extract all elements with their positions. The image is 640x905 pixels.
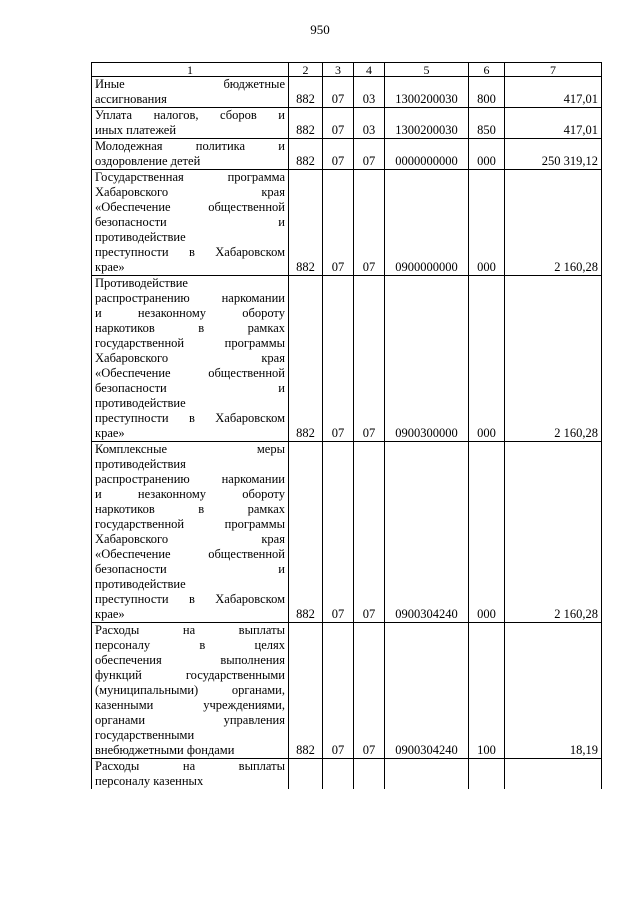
page-number: 950 [310, 22, 330, 37]
amount-cell: 2 160,28 [505, 442, 602, 623]
section-code-cell: 07 [323, 77, 354, 108]
row-name-line: преступности в Хабаровском [95, 592, 285, 606]
expense-type-cell: 000 [469, 276, 505, 442]
target-article-cell: 1300200030 [385, 108, 469, 139]
row-name-line: Хабаровского края [95, 532, 285, 546]
row-name-line: безопасности и [95, 381, 285, 395]
column-header: 2 [289, 63, 323, 77]
row-name-line: казенными учреждениями, [95, 698, 285, 712]
section-code-cell: 07 [323, 623, 354, 759]
target-article-cell: 1300200030 [385, 77, 469, 108]
row-name-line: обеспечения выполнения [95, 653, 285, 667]
section-code-cell: 07 [323, 108, 354, 139]
column-header: 7 [505, 63, 602, 77]
row-name-line: Иные бюджетные [95, 77, 285, 91]
target-article-cell: 0900304240 [385, 623, 469, 759]
row-name-cell [92, 77, 289, 108]
row-name-line: крае» [95, 607, 125, 621]
subsection-code-cell: 07 [354, 139, 385, 170]
row-name-line: «Обеспечение общественной [95, 547, 285, 561]
row-name-line: крае» [95, 260, 125, 274]
section-code-cell: 07 [323, 276, 354, 442]
row-name-line: и незаконному обороту [95, 306, 285, 320]
row-name-line: иных платежей [95, 123, 177, 137]
table-row [92, 170, 602, 276]
row-name-cell [92, 170, 289, 276]
row-name-line: Комплексные меры [95, 442, 285, 456]
row-name-line: Государственная программа [95, 170, 285, 184]
row-name-line: и незаконному обороту [95, 487, 285, 501]
table-row [92, 77, 602, 108]
column-header: 6 [469, 63, 505, 77]
row-name-line: противодействия [95, 457, 186, 471]
row-name-line: «Обеспечение общественной [95, 366, 285, 380]
row-name-cell [92, 442, 289, 623]
ministry-code-cell: 882 [289, 139, 323, 170]
expense-type-cell: 000 [469, 170, 505, 276]
row-name-line: государственной программы [95, 336, 285, 350]
row-name-line: внебюджетными фондами [95, 743, 235, 757]
row-name-line: «Обеспечение общественной [95, 200, 285, 214]
ministry-code-cell: 882 [289, 170, 323, 276]
row-name-line: Уплата налогов, сборов и [95, 108, 285, 122]
row-name-line: оздоровление детей [95, 154, 201, 168]
row-name-cell [92, 139, 289, 170]
target-article-cell: 0900000000 [385, 170, 469, 276]
row-name-line: Расходы на выплаты [95, 623, 285, 637]
section-code-cell [323, 759, 354, 790]
row-name-line: безопасности и [95, 215, 285, 229]
table-row [92, 623, 602, 759]
target-article-cell [385, 759, 469, 790]
amount-cell [505, 759, 602, 790]
ministry-code-cell: 882 [289, 276, 323, 442]
row-name-line: противодействие [95, 577, 186, 591]
budget-table [91, 62, 602, 789]
row-name-cell [92, 759, 289, 790]
row-name-line: Хабаровского края [95, 185, 285, 199]
row-name-line: Молодежная политика и [95, 139, 285, 153]
subsection-code-cell: 07 [354, 276, 385, 442]
section-code-cell: 07 [323, 442, 354, 623]
amount-cell: 18,19 [505, 623, 602, 759]
expense-type-cell: 100 [469, 623, 505, 759]
expense-type-cell: 850 [469, 108, 505, 139]
row-name-cell [92, 108, 289, 139]
row-name-line: крае» [95, 426, 125, 440]
row-name-line: наркотиков в рамках [95, 502, 285, 516]
column-header: 5 [385, 63, 469, 77]
ministry-code-cell [289, 759, 323, 790]
row-name-line: функций государственными [95, 668, 285, 682]
table-row [92, 139, 602, 170]
expense-type-cell: 800 [469, 77, 505, 108]
column-header: 1 [92, 63, 289, 77]
row-name-line: противодействие [95, 230, 186, 244]
row-name-line: Расходы на выплаты [95, 759, 285, 773]
row-name-line: Противодействие [95, 276, 188, 290]
ministry-code-cell: 882 [289, 623, 323, 759]
table-row [92, 276, 602, 442]
amount-cell: 2 160,28 [505, 170, 602, 276]
row-name-line: распространению наркомании [95, 291, 285, 305]
amount-cell: 2 160,28 [505, 276, 602, 442]
row-name-line: преступности в Хабаровском [95, 245, 285, 259]
amount-cell: 417,01 [505, 108, 602, 139]
column-header: 3 [323, 63, 354, 77]
subsection-code-cell [354, 759, 385, 790]
expense-type-cell: 000 [469, 442, 505, 623]
amount-cell: 250 319,12 [505, 139, 602, 170]
target-article-cell: 0900304240 [385, 442, 469, 623]
header-row [92, 63, 602, 77]
expense-type-cell: 000 [469, 139, 505, 170]
ministry-code-cell: 882 [289, 77, 323, 108]
row-name-line: государственными [95, 728, 195, 742]
row-name-line: наркотиков в рамках [95, 321, 285, 335]
subsection-code-cell: 03 [354, 77, 385, 108]
target-article-cell: 0900300000 [385, 276, 469, 442]
row-name-line: безопасности и [95, 562, 285, 576]
row-name-cell [92, 623, 289, 759]
row-name-line: ассигнования [95, 92, 167, 106]
table-row [92, 759, 602, 790]
section-code-cell: 07 [323, 170, 354, 276]
subsection-code-cell: 07 [354, 442, 385, 623]
subsection-code-cell: 07 [354, 623, 385, 759]
expense-type-cell [469, 759, 505, 790]
table-row [92, 442, 602, 623]
table-row [92, 108, 602, 139]
column-header: 4 [354, 63, 385, 77]
row-name-line: персоналу казенных [95, 774, 204, 788]
section-code-cell: 07 [323, 139, 354, 170]
ministry-code-cell: 882 [289, 108, 323, 139]
row-name-line: (муниципальными) органами, [95, 683, 285, 697]
row-name-line: Хабаровского края [95, 351, 285, 365]
amount-cell: 417,01 [505, 77, 602, 108]
row-name-line: преступности в Хабаровском [95, 411, 285, 425]
row-name-line: распространению наркомании [95, 472, 285, 486]
row-name-line: государственной программы [95, 517, 285, 531]
subsection-code-cell: 03 [354, 108, 385, 139]
row-name-line: органами управления [95, 713, 285, 727]
subsection-code-cell: 07 [354, 170, 385, 276]
row-name-line: персоналу в целях [95, 638, 285, 652]
ministry-code-cell: 882 [289, 442, 323, 623]
row-name-cell [92, 276, 289, 442]
target-article-cell: 0000000000 [385, 139, 469, 170]
row-name-line: противодействие [95, 396, 186, 410]
